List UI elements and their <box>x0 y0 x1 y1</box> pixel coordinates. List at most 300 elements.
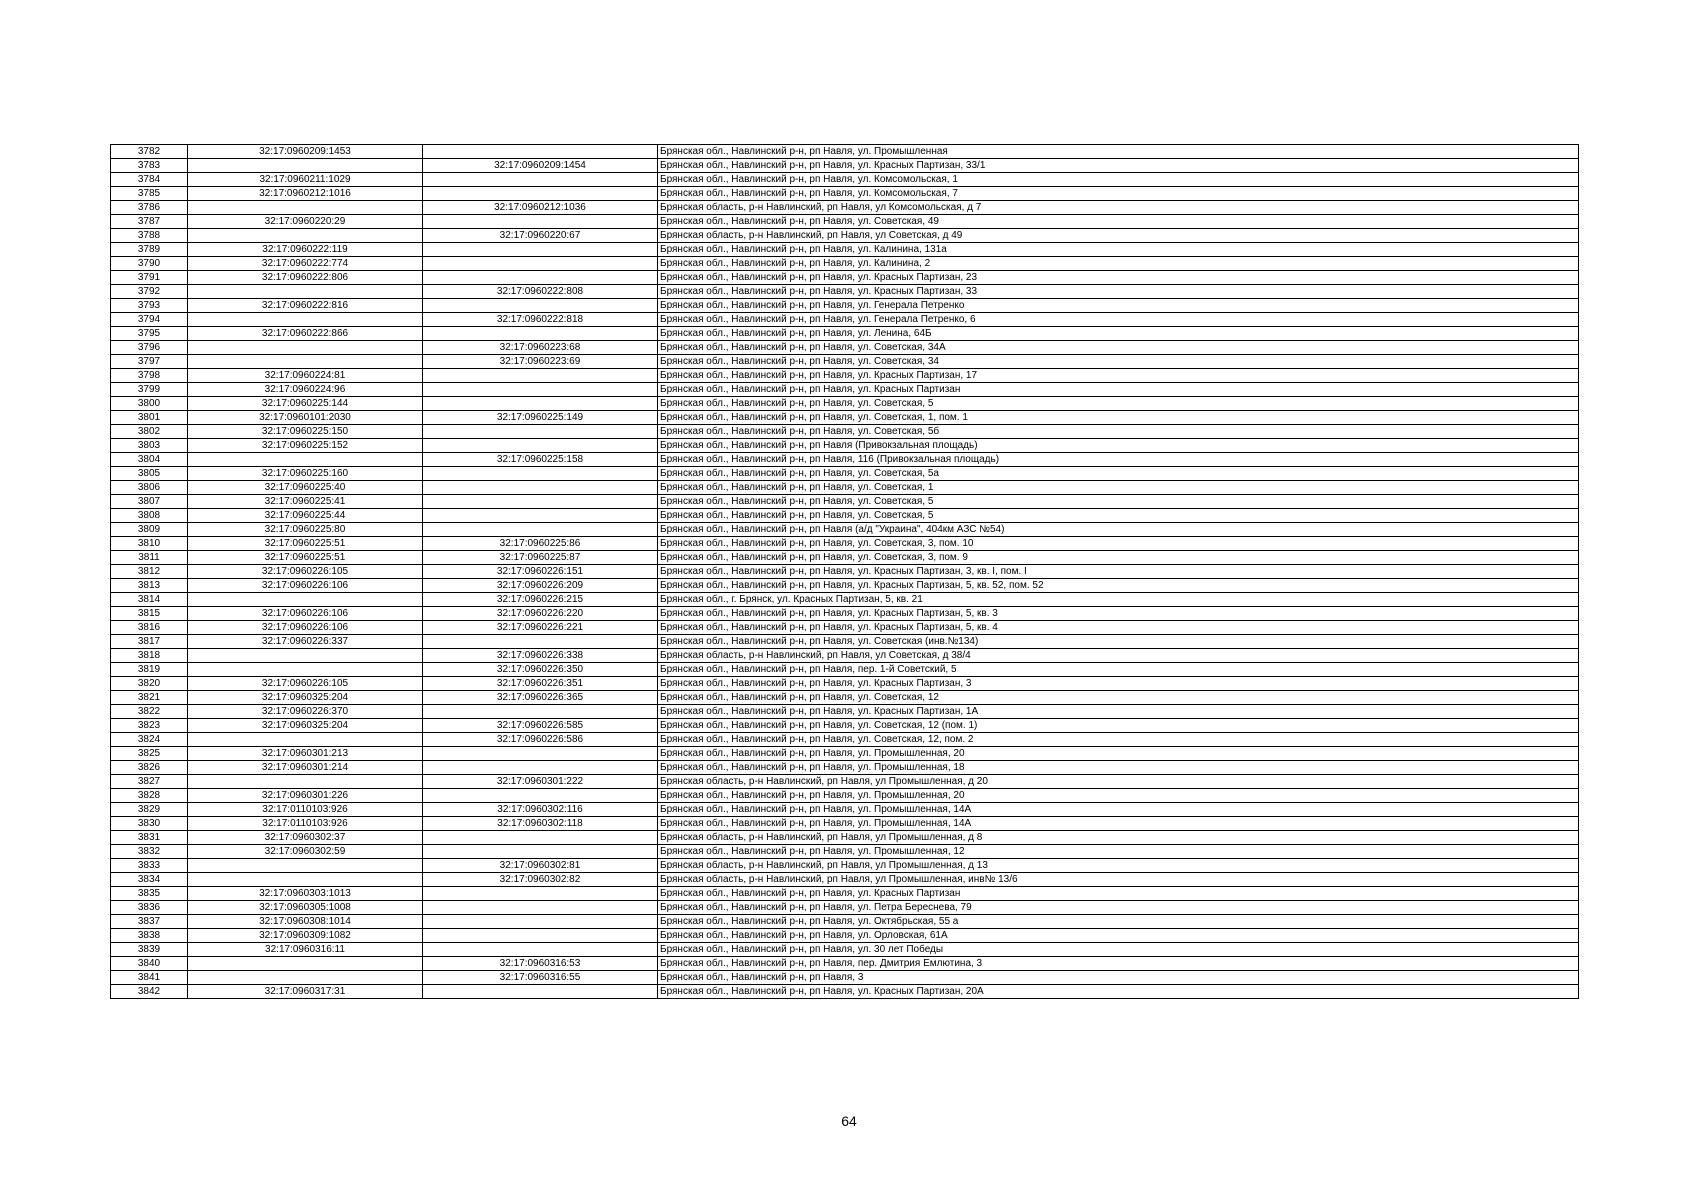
address-cell: Брянская обл., Навлинский р-н, рп Навля, ул. Советская, 49 <box>658 215 1579 229</box>
address-cell: Брянская обл., Навлинский р-н, рп Навля, ул. Советская, 1 <box>658 481 1579 495</box>
object-cadastral-number-cell: 32:17:0960302:82 <box>423 873 658 887</box>
cadastral-number-cell: 32:17:0960222:866 <box>188 327 423 341</box>
table-row <box>111 215 1579 229</box>
row-number-cell: 3819 <box>111 663 188 677</box>
object-cadastral-number-cell <box>423 929 658 943</box>
object-cadastral-number-cell: 32:17:0960302:81 <box>423 859 658 873</box>
cadastral-number-cell: 32:17:0960325:204 <box>188 691 423 705</box>
row-number-cell: 3841 <box>111 971 188 985</box>
address-cell: Брянская обл., Навлинский р-н, рп Навля, ул. Красных Партизан, 20А <box>658 985 1579 999</box>
object-cadastral-number-cell <box>423 523 658 537</box>
row-number-cell: 3825 <box>111 747 188 761</box>
object-cadastral-number-cell: 32:17:0960316:55 <box>423 971 658 985</box>
object-cadastral-number-cell: 32:17:0960209:1454 <box>423 159 658 173</box>
address-cell: Брянская обл., Навлинский р-н, рп Навля, ул. Советская, 5 <box>658 397 1579 411</box>
table-row <box>111 761 1579 775</box>
table-row <box>111 551 1579 565</box>
cadastral-number-cell: 32:17:0960225:160 <box>188 467 423 481</box>
table-row <box>111 789 1579 803</box>
object-cadastral-number-cell: 32:17:0960212:1036 <box>423 201 658 215</box>
address-cell: Брянская обл., Навлинский р-н, рп Навля, ул. Промышленная <box>658 145 1579 159</box>
address-cell: Брянская обл., Навлинский р-н, рп Навля, ул. Красных Партизан, 3, кв. I, пом. I <box>658 565 1579 579</box>
table-row <box>111 915 1579 929</box>
cadastral-number-cell: 32:17:0960209:1453 <box>188 145 423 159</box>
row-number-cell: 3786 <box>111 201 188 215</box>
address-cell: Брянская область, р-н Навлинский, рп Навля, ул Промышленная, д 8 <box>658 831 1579 845</box>
address-cell: Брянская обл., Навлинский р-н, рп Навля, ул. Красных Партизан, 3 <box>658 677 1579 691</box>
cadastral-number-cell <box>188 453 423 467</box>
address-cell: Брянская обл., Навлинский р-н, рп Навля, ул. Красных Партизан, 5, кв. 3 <box>658 607 1579 621</box>
row-number-cell: 3797 <box>111 355 188 369</box>
object-cadastral-number-cell <box>423 439 658 453</box>
row-number-cell: 3814 <box>111 593 188 607</box>
address-cell: Брянская обл., Навлинский р-н, рп Навля, ул. Генерала Петренко, 6 <box>658 313 1579 327</box>
address-cell: Брянская обл., Навлинский р-н, рп Навля, ул. Советская, 5 <box>658 495 1579 509</box>
table-row <box>111 887 1579 901</box>
table-row <box>111 327 1579 341</box>
table-row <box>111 523 1579 537</box>
table-row <box>111 145 1579 159</box>
object-cadastral-number-cell: 32:17:0960226:350 <box>423 663 658 677</box>
cadastral-number-cell <box>188 733 423 747</box>
object-cadastral-number-cell: 32:17:0960222:808 <box>423 285 658 299</box>
address-cell: Брянская обл., Навлинский р-н, рп Навля, ул. Советская, 5б <box>658 425 1579 439</box>
table-row <box>111 271 1579 285</box>
object-cadastral-number-cell: 32:17:0960226:215 <box>423 593 658 607</box>
cadastral-number-cell <box>188 341 423 355</box>
row-number-cell: 3783 <box>111 159 188 173</box>
object-cadastral-number-cell <box>423 789 658 803</box>
cadastral-number-cell: 32:17:0960222:119 <box>188 243 423 257</box>
object-cadastral-number-cell: 32:17:0960226:585 <box>423 719 658 733</box>
cadastral-number-cell: 32:17:0960226:106 <box>188 579 423 593</box>
address-cell: Брянская обл., Навлинский р-н, рп Навля, ул. Октябрьская, 55 а <box>658 915 1579 929</box>
address-cell: Брянская обл., Навлинский р-н, рп Навля, ул. Советская, 5а <box>658 467 1579 481</box>
address-cell: Брянская обл., Навлинский р-н, рп Навля, ул. Промышленная, 14А <box>658 803 1579 817</box>
object-cadastral-number-cell <box>423 397 658 411</box>
cadastral-number-cell <box>188 957 423 971</box>
table-row <box>111 411 1579 425</box>
table-row <box>111 201 1579 215</box>
table-row <box>111 635 1579 649</box>
table-row <box>111 649 1579 663</box>
table-row <box>111 467 1579 481</box>
object-cadastral-number-cell: 32:17:0960226:209 <box>423 579 658 593</box>
object-cadastral-number-cell <box>423 369 658 383</box>
object-cadastral-number-cell <box>423 985 658 999</box>
cadastral-number-cell: 32:17:0960226:106 <box>188 607 423 621</box>
object-cadastral-number-cell: 32:17:0960302:118 <box>423 817 658 831</box>
row-number-cell: 3836 <box>111 901 188 915</box>
cadastral-number-cell: 32:17:0960220:29 <box>188 215 423 229</box>
cadastral-number-cell: 32:17:0960225:144 <box>188 397 423 411</box>
address-cell: Брянская обл., Навлинский р-н, рп Навля, 116 (Привокзальная площадь) <box>658 453 1579 467</box>
table-row <box>111 775 1579 789</box>
row-number-cell: 3832 <box>111 845 188 859</box>
table-row <box>111 285 1579 299</box>
object-cadastral-number-cell: 32:17:0960220:67 <box>423 229 658 243</box>
row-number-cell: 3840 <box>111 957 188 971</box>
address-cell: Брянская обл., г. Брянск, ул. Красных Партизан, 5, кв. 21 <box>658 593 1579 607</box>
cadastral-number-cell <box>188 355 423 369</box>
table-row <box>111 243 1579 257</box>
table-row <box>111 579 1579 593</box>
table-row <box>111 537 1579 551</box>
table-row <box>111 747 1579 761</box>
address-cell: Брянская обл., Навлинский р-н, рп Навля, 3 <box>658 971 1579 985</box>
object-cadastral-number-cell: 32:17:0960226:151 <box>423 565 658 579</box>
registry-table-body <box>111 145 1579 999</box>
row-number-cell: 3829 <box>111 803 188 817</box>
row-number-cell: 3805 <box>111 467 188 481</box>
row-number-cell: 3839 <box>111 943 188 957</box>
row-number-cell: 3806 <box>111 481 188 495</box>
cadastral-number-cell: 32:17:0960316:11 <box>188 943 423 957</box>
address-cell: Брянская обл., Навлинский р-н, рп Навля (а/д "Украина", 404км АЗС №54) <box>658 523 1579 537</box>
address-cell: Брянская обл., Навлинский р-н, рп Навля, ул. Калинина, 2 <box>658 257 1579 271</box>
table-row <box>111 985 1579 999</box>
table-row <box>111 621 1579 635</box>
object-cadastral-number-cell <box>423 173 658 187</box>
object-cadastral-number-cell: 32:17:0960225:87 <box>423 551 658 565</box>
row-number-cell: 3820 <box>111 677 188 691</box>
row-number-cell: 3792 <box>111 285 188 299</box>
table-row <box>111 313 1579 327</box>
object-cadastral-number-cell <box>423 831 658 845</box>
cadastral-number-cell <box>188 159 423 173</box>
address-cell: Брянская обл., Навлинский р-н, рп Навля, ул. Красных Партизан, 5, кв. 4 <box>658 621 1579 635</box>
row-number-cell: 3842 <box>111 985 188 999</box>
cadastral-number-cell <box>188 775 423 789</box>
object-cadastral-number-cell <box>423 299 658 313</box>
address-cell: Брянская обл., Навлинский р-н, рп Навля, ул. Генерала Петренко <box>658 299 1579 313</box>
table-row <box>111 425 1579 439</box>
cadastral-number-cell: 32:17:0960211:1029 <box>188 173 423 187</box>
row-number-cell: 3808 <box>111 509 188 523</box>
address-cell: Брянская обл., Навлинский р-н, рп Навля, ул. Промышленная, 14А <box>658 817 1579 831</box>
address-cell: Брянская область, р-н Навлинский, рп Навля, ул Комсомольская, д 7 <box>658 201 1579 215</box>
row-number-cell: 3822 <box>111 705 188 719</box>
row-number-cell: 3838 <box>111 929 188 943</box>
object-cadastral-number-cell <box>423 243 658 257</box>
table-row <box>111 481 1579 495</box>
address-cell: Брянская обл., Навлинский р-н, рп Навля, ул. Ленина, 64Б <box>658 327 1579 341</box>
cadastral-number-cell: 32:17:0960226:105 <box>188 677 423 691</box>
address-cell: Брянская обл., Навлинский р-н, рп Навля, ул. Промышленная, 12 <box>658 845 1579 859</box>
object-cadastral-number-cell <box>423 509 658 523</box>
cadastral-number-cell: 32:17:0960325:204 <box>188 719 423 733</box>
table-row <box>111 677 1579 691</box>
cadastral-number-cell: 32:17:0960225:80 <box>188 523 423 537</box>
table-row <box>111 159 1579 173</box>
cadastral-number-cell: 32:17:0960225:150 <box>188 425 423 439</box>
table-row <box>111 733 1579 747</box>
row-number-cell: 3813 <box>111 579 188 593</box>
cadastral-number-cell: 32:17:0960225:40 <box>188 481 423 495</box>
address-cell: Брянская область, р-н Навлинский, рп Навля, ул Советская, д 38/4 <box>658 649 1579 663</box>
cadastral-number-cell <box>188 873 423 887</box>
address-cell: Брянская обл., Навлинский р-н, рп Навля, пер. Дмитрия Емлютина, 3 <box>658 957 1579 971</box>
table-row <box>111 607 1579 621</box>
row-number-cell: 3818 <box>111 649 188 663</box>
row-number-cell: 3824 <box>111 733 188 747</box>
address-cell: Брянская обл., Навлинский р-н, рп Навля, ул. Комсомольская, 1 <box>658 173 1579 187</box>
cadastral-number-cell: 32:17:0960225:51 <box>188 551 423 565</box>
address-cell: Брянская обл., Навлинский р-н, рп Навля, ул. Орловская, 61А <box>658 929 1579 943</box>
row-number-cell: 3799 <box>111 383 188 397</box>
cadastral-number-cell: 32:17:0960212:1016 <box>188 187 423 201</box>
row-number-cell: 3798 <box>111 369 188 383</box>
row-number-cell: 3794 <box>111 313 188 327</box>
row-number-cell: 3807 <box>111 495 188 509</box>
row-number-cell: 3785 <box>111 187 188 201</box>
cadastral-number-cell: 32:17:0960226:105 <box>188 565 423 579</box>
address-cell: Брянская обл., Навлинский р-н, рп Навля, ул. Красных Партизан, 5, кв. 52, пом. 52 <box>658 579 1579 593</box>
row-number-cell: 3837 <box>111 915 188 929</box>
row-number-cell: 3782 <box>111 145 188 159</box>
object-cadastral-number-cell <box>423 887 658 901</box>
table-row <box>111 509 1579 523</box>
object-cadastral-number-cell: 32:17:0960225:149 <box>423 411 658 425</box>
table-row <box>111 845 1579 859</box>
table-row <box>111 859 1579 873</box>
object-cadastral-number-cell <box>423 215 658 229</box>
table-row <box>111 803 1579 817</box>
row-number-cell: 3812 <box>111 565 188 579</box>
address-cell: Брянская область, р-н Навлинский, рп Навля, ул Советская, д 49 <box>658 229 1579 243</box>
address-cell: Брянская обл., Навлинский р-н, рп Навля, ул. Советская, 1, пом. 1 <box>658 411 1579 425</box>
address-cell: Брянская обл., Навлинский р-н, рп Навля, ул. Красных Партизан, 1А <box>658 705 1579 719</box>
table-row <box>111 565 1579 579</box>
address-cell: Брянская обл., Навлинский р-н, рп Навля, ул. Промышленная, 20 <box>658 789 1579 803</box>
address-cell: Брянская обл., Навлинский р-н, рп Навля, ул. Советская, 12, пом. 2 <box>658 733 1579 747</box>
object-cadastral-number-cell <box>423 145 658 159</box>
cadastral-number-cell: 32:17:0960301:214 <box>188 761 423 775</box>
cadastral-number-cell <box>188 649 423 663</box>
object-cadastral-number-cell: 32:17:0960223:69 <box>423 355 658 369</box>
address-cell: Брянская обл., Навлинский р-н, рп Навля (Привокзальная площадь) <box>658 439 1579 453</box>
table-row <box>111 257 1579 271</box>
cadastral-number-cell: 32:17:0960301:213 <box>188 747 423 761</box>
cadastral-number-cell <box>188 859 423 873</box>
table-row <box>111 187 1579 201</box>
address-cell: Брянская обл., Навлинский р-н, рп Навля, ул. Промышленная, 18 <box>658 761 1579 775</box>
cadastral-number-cell: 32:17:0960301:226 <box>188 789 423 803</box>
object-cadastral-number-cell <box>423 257 658 271</box>
table-row <box>111 817 1579 831</box>
object-cadastral-number-cell: 32:17:0960223:68 <box>423 341 658 355</box>
table-row <box>111 943 1579 957</box>
object-cadastral-number-cell: 32:17:0960226:221 <box>423 621 658 635</box>
address-cell: Брянская область, р-н Навлинский, рп Навля, ул Промышленная, д 20 <box>658 775 1579 789</box>
address-cell: Брянская обл., Навлинский р-н, рп Навля, ул. 30 лет Победы <box>658 943 1579 957</box>
cadastral-number-cell: 32:17:0960226:370 <box>188 705 423 719</box>
cadastral-number-cell: 32:17:0960224:96 <box>188 383 423 397</box>
row-number-cell: 3835 <box>111 887 188 901</box>
cadastral-number-cell: 32:17:0960101:2030 <box>188 411 423 425</box>
cadastral-number-cell: 32:17:0110103:926 <box>188 817 423 831</box>
address-cell: Брянская обл., Навлинский р-н, рп Навля, ул. Калинина, 131а <box>658 243 1579 257</box>
cadastral-number-cell: 32:17:0960303:1013 <box>188 887 423 901</box>
object-cadastral-number-cell <box>423 635 658 649</box>
address-cell: Брянская область, р-н Навлинский, рп Навля, ул Промышленная, инв№ 13/6 <box>658 873 1579 887</box>
address-cell: Брянская обл., Навлинский р-н, рп Навля, ул. Красных Партизан, 33 <box>658 285 1579 299</box>
object-cadastral-number-cell: 32:17:0960225:158 <box>423 453 658 467</box>
object-cadastral-number-cell: 32:17:0960226:586 <box>423 733 658 747</box>
cadastral-number-cell: 32:17:0960308:1014 <box>188 915 423 929</box>
cadastral-number-cell <box>188 663 423 677</box>
object-cadastral-number-cell <box>423 943 658 957</box>
cadastral-number-cell: 32:17:0960305:1008 <box>188 901 423 915</box>
row-number-cell: 3784 <box>111 173 188 187</box>
cadastral-number-cell: 32:17:0960222:774 <box>188 257 423 271</box>
table-row <box>111 383 1579 397</box>
cadastral-number-cell: 32:17:0960226:106 <box>188 621 423 635</box>
row-number-cell: 3791 <box>111 271 188 285</box>
address-cell: Брянская обл., Навлинский р-н, рп Навля, ул. Советская (инв.№134) <box>658 635 1579 649</box>
row-number-cell: 3823 <box>111 719 188 733</box>
cadastral-number-cell: 32:17:0960225:51 <box>188 537 423 551</box>
cadastral-number-cell <box>188 313 423 327</box>
address-cell: Брянская обл., Навлинский р-н, рп Навля, ул. Красных Партизан, 33/1 <box>658 159 1579 173</box>
row-number-cell: 3828 <box>111 789 188 803</box>
address-cell: Брянская обл., Навлинский р-н, рп Навля, ул. Красных Партизан, 23 <box>658 271 1579 285</box>
object-cadastral-number-cell <box>423 271 658 285</box>
address-cell: Брянская обл., Навлинский р-н, рп Навля, ул. Комсомольская, 7 <box>658 187 1579 201</box>
row-number-cell: 3831 <box>111 831 188 845</box>
cadastral-number-cell: 32:17:0960302:37 <box>188 831 423 845</box>
row-number-cell: 3801 <box>111 411 188 425</box>
row-number-cell: 3811 <box>111 551 188 565</box>
table-row <box>111 719 1579 733</box>
object-cadastral-number-cell: 32:17:0960226:338 <box>423 649 658 663</box>
object-cadastral-number-cell <box>423 901 658 915</box>
table-row <box>111 957 1579 971</box>
table-row <box>111 453 1579 467</box>
cadastral-number-cell: 32:17:0960317:31 <box>188 985 423 999</box>
object-cadastral-number-cell <box>423 467 658 481</box>
row-number-cell: 3809 <box>111 523 188 537</box>
table-row <box>111 397 1579 411</box>
object-cadastral-number-cell: 32:17:0960226:351 <box>423 677 658 691</box>
registry-table <box>110 144 1579 999</box>
address-cell: Брянская обл., Навлинский р-н, рп Навля, ул. Промышленная, 20 <box>658 747 1579 761</box>
cadastral-number-cell: 32:17:0960302:59 <box>188 845 423 859</box>
row-number-cell: 3802 <box>111 425 188 439</box>
row-number-cell: 3795 <box>111 327 188 341</box>
cadastral-number-cell <box>188 229 423 243</box>
page-number: 64 <box>841 1113 857 1129</box>
object-cadastral-number-cell <box>423 425 658 439</box>
row-number-cell: 3833 <box>111 859 188 873</box>
row-number-cell: 3788 <box>111 229 188 243</box>
cadastral-number-cell: 32:17:0960225:152 <box>188 439 423 453</box>
row-number-cell: 3790 <box>111 257 188 271</box>
cadastral-number-cell <box>188 201 423 215</box>
object-cadastral-number-cell <box>423 705 658 719</box>
table-row <box>111 229 1579 243</box>
cadastral-number-cell: 32:17:0960224:81 <box>188 369 423 383</box>
cadastral-number-cell: 32:17:0960225:41 <box>188 495 423 509</box>
object-cadastral-number-cell: 32:17:0960316:53 <box>423 957 658 971</box>
table-row <box>111 439 1579 453</box>
table-row <box>111 369 1579 383</box>
cadastral-number-cell <box>188 593 423 607</box>
address-cell: Брянская обл., Навлинский р-н, рп Навля, ул. Советская, 3, пом. 9 <box>658 551 1579 565</box>
object-cadastral-number-cell <box>423 383 658 397</box>
row-number-cell: 3787 <box>111 215 188 229</box>
object-cadastral-number-cell: 32:17:0960222:818 <box>423 313 658 327</box>
table-row <box>111 341 1579 355</box>
cadastral-number-cell: 32:17:0960222:806 <box>188 271 423 285</box>
table-row <box>111 355 1579 369</box>
cadastral-number-cell: 32:17:0110103:926 <box>188 803 423 817</box>
object-cadastral-number-cell <box>423 915 658 929</box>
row-number-cell: 3821 <box>111 691 188 705</box>
object-cadastral-number-cell <box>423 327 658 341</box>
address-cell: Брянская обл., Навлинский р-н, рп Навля, ул. Советская, 12 (пом. 1) <box>658 719 1579 733</box>
table-row <box>111 831 1579 845</box>
cadastral-number-cell: 32:17:0960222:816 <box>188 299 423 313</box>
row-number-cell: 3789 <box>111 243 188 257</box>
table-row <box>111 705 1579 719</box>
address-cell: Брянская обл., Навлинский р-н, рп Навля, ул. Советская, 12 <box>658 691 1579 705</box>
row-number-cell: 3796 <box>111 341 188 355</box>
row-number-cell: 3826 <box>111 761 188 775</box>
address-cell: Брянская обл., Навлинский р-н, рп Навля, ул. Красных Партизан <box>658 887 1579 901</box>
cadastral-number-cell <box>188 971 423 985</box>
table-row <box>111 929 1579 943</box>
table-row <box>111 495 1579 509</box>
row-number-cell: 3816 <box>111 621 188 635</box>
row-number-cell: 3810 <box>111 537 188 551</box>
object-cadastral-number-cell: 32:17:0960226:365 <box>423 691 658 705</box>
cadastral-number-cell <box>188 285 423 299</box>
table-row <box>111 299 1579 313</box>
table-row <box>111 873 1579 887</box>
cadastral-number-cell: 32:17:0960309:1082 <box>188 929 423 943</box>
row-number-cell: 3803 <box>111 439 188 453</box>
object-cadastral-number-cell <box>423 481 658 495</box>
object-cadastral-number-cell: 32:17:0960302:116 <box>423 803 658 817</box>
object-cadastral-number-cell <box>423 747 658 761</box>
object-cadastral-number-cell <box>423 495 658 509</box>
table-row <box>111 173 1579 187</box>
address-cell: Брянская обл., Навлинский р-н, рп Навля, ул. Красных Партизан <box>658 383 1579 397</box>
address-cell: Брянская обл., Навлинский р-н, рп Навля, ул. Красных Партизан, 17 <box>658 369 1579 383</box>
object-cadastral-number-cell: 32:17:0960225:86 <box>423 537 658 551</box>
address-cell: Брянская обл., Навлинский р-н, рп Навля, ул. Советская, 3, пом. 10 <box>658 537 1579 551</box>
table-row <box>111 971 1579 985</box>
table-row <box>111 593 1579 607</box>
row-number-cell: 3827 <box>111 775 188 789</box>
address-cell: Брянская обл., Навлинский р-н, рп Навля, ул. Советская, 34 <box>658 355 1579 369</box>
row-number-cell: 3815 <box>111 607 188 621</box>
object-cadastral-number-cell <box>423 761 658 775</box>
table-row <box>111 691 1579 705</box>
object-cadastral-number-cell: 32:17:0960301:222 <box>423 775 658 789</box>
address-cell: Брянская обл., Навлинский р-н, рп Навля, ул. Советская, 5 <box>658 509 1579 523</box>
row-number-cell: 3804 <box>111 453 188 467</box>
address-cell: Брянская обл., Навлинский р-н, рп Навля, пер. 1-й Советский, 5 <box>658 663 1579 677</box>
table-row <box>111 901 1579 915</box>
row-number-cell: 3817 <box>111 635 188 649</box>
row-number-cell: 3793 <box>111 299 188 313</box>
address-cell: Брянская обл., Навлинский р-н, рп Навля, ул. Петра Береснева, 79 <box>658 901 1579 915</box>
object-cadastral-number-cell <box>423 187 658 201</box>
row-number-cell: 3830 <box>111 817 188 831</box>
cadastral-number-cell: 32:17:0960225:44 <box>188 509 423 523</box>
